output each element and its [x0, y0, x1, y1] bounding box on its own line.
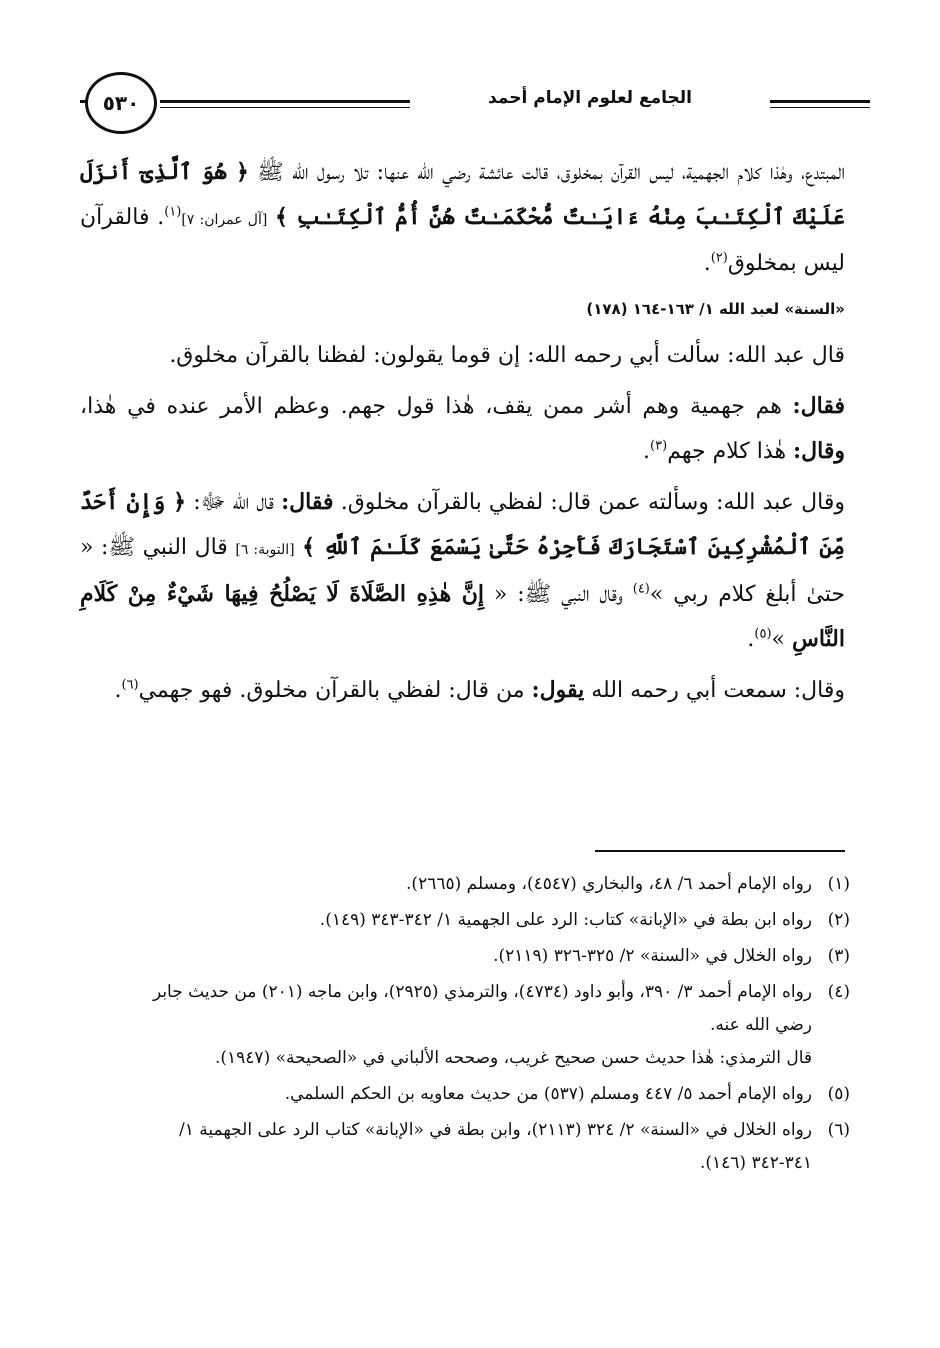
footnote-item [120, 868, 850, 901]
footnote-number: (٦) [827, 1120, 850, 1140]
bold-label: فقال: [792, 393, 845, 419]
footnote-marker: (٤) [632, 581, 650, 597]
text: هم جهمية وهم أشر ممن يقف، هٰذا قول جهم. وعظم الأمر عنده في هٰذا، [80, 394, 793, 419]
paragraph-5: وقال: سمعت أبي رحمه الله يقول: من قال: لفظي بالقرآن مخلوق. فهو جهمي$^{(٦)}$. [114, 677, 845, 703]
footnote-marker: (٢) [710, 250, 728, 266]
footnote-text-extra: قال الترمذي: هٰذا حديث حسن صحيح غريب، وصححه الألباني في «الصحيحة» (١٩٤٧). [214, 1048, 812, 1068]
text: . فالقرآن ليس بمخلوق [80, 205, 845, 276]
text: قال الله ﷻ: [186, 490, 282, 515]
quran-verse: ﴿ هُوَ ٱلَّذِىٓ أَنزَلَ عَلَيْكَ ٱلْكِتَـٰبَ مِنْهُ ءَايَـٰتٌ مُّحْكَمَـٰتٌ هُنَّ أُمُّ ٱلْكِتَـٰبِ ﴾ [80, 159, 845, 230]
text: من قال: لفظي بالقرآن مخلوق. فهو جهمي [138, 678, 532, 703]
paragraph-1: المبتدع، وهٰذا كلام الجهمية، ليس القرآن بمخلوق، قالت عائشة رضي الله عنها: تلا رسول الله ﷺ ﴿ هُوَ ٱلَّذِىٓ أَنزَلَ عَلَيْكَ ٱلْكِتَـٰبَ مِنْهُ ءَايَـٰتٌ مُّحْكَمَـٰتٌ هُنَّ أُمُّ ٱلْكِتَـٰبِ ﴾ [آل عمران: ٧]$^{(١)}$. فالقرآن ليس بمخلوق$^{(٢)}$. [80, 159, 845, 276]
paragraph-2 [80, 334, 845, 378]
footnote-number: (٤) [827, 982, 850, 1002]
text: » [771, 627, 792, 652]
section-title: «السنة» لعبد الله ١/ ١٦٣-١٦٤ (١٧٨) [586, 300, 845, 318]
footnote-number: (٥) [827, 1084, 850, 1104]
footnote-number: (٢) [827, 910, 850, 930]
footnote-number: (١) [827, 874, 850, 894]
bold-label: يقول: [531, 677, 585, 703]
footnote-text: رواه الإمام أحمد ٦/ ٤٨، والبخاري (٤٥٤٧)، ومسلم (٢٦٦٥). [406, 874, 812, 894]
paragraph-4: وقال عبد الله: وسألته عمن قال: لفظي بالقرآن مخلوق. فقال: قال الله ﷻ: ﴿ وَإِنْ أَحَدٌ مِّنَ ٱلْمُشْرِكِينَ ٱسْتَجَارَكَ فَأَجِرْهُ حَتَّىٰ يَسْمَعَ كَلَـٰمَ ٱللَّهِ ﴾ [التوبة: ٦] قال النبي ﷺ: « حتىٰ أبلغ كلام ربي »$^{(٤)}$ وقال النبي ﷺ: « إِنَّ هٰذِهِ الصَّلَاةَ لَا يَصْلُحُ فِيهَا شَيْءٌ مِنْ كَلَامِ النَّاسِ »$^{(٥)}$. [80, 489, 845, 652]
footnote-number: (٣) [827, 946, 850, 966]
footnote-item [120, 1078, 850, 1111]
footnote-marker: (٥) [754, 626, 772, 642]
footnote-item [120, 1114, 850, 1180]
verse-reference: [آل عمران: ٧] [181, 212, 268, 228]
text: المبتدع، وهٰذا كلام الجهمية، ليس القرآن بمخلوق، قالت عائشة رضي الله عنها: تلا رسول الله ﷺ [257, 160, 845, 185]
footnote-separator [595, 850, 845, 852]
page-number: ٥٣٠ [85, 72, 157, 134]
footnote-body [120, 976, 812, 1075]
footnote-text: رواه الإمام أحمد ٣/ ٣٩٠، وأبو داود (٤٧٣٤)، والترمذي (٢٩٢٥)، وابن ماجه (٢٠١) من حديث جابر رضي الله عنه. [152, 982, 812, 1035]
bold-label: فقال: [281, 489, 334, 515]
bold-label: وقال: [793, 438, 845, 464]
footnote-marker: (٣) [650, 438, 668, 454]
text: قال عبد الله: سألت أبي رحمه الله: إن قوما يقولون: لفظنا بالقرآن مخلوق. [169, 343, 845, 368]
footnote-text: رواه الخلال في «السنة» ٢/ ٣٢٥-٣٢٦ (٢١١٩). [493, 946, 812, 966]
footnote-text: رواه الخلال في «السنة» ٢/ ٣٢٤ (٢١١٣)، وابن بطة في «الإبانة» كتاب الرد على الجهمية ١/ ٣٤١-٣٤٢ (١٤٦). [178, 1120, 812, 1173]
quran-verse: ﴿ وَإِنْ أَحَدٌ مِّنَ ٱلْمُشْرِكِينَ ٱسْتَجَارَكَ فَأَجِرْهُ حَتَّىٰ يَسْمَعَ كَلَـٰمَ ٱللَّهِ ﴾ [80, 489, 845, 560]
footnotes [120, 868, 850, 1183]
paragraph-3: فقال: هم جهمية وهم أشر ممن يقف، هٰذا قول جهم. وعظم الأمر عنده في هٰذا، وقال: هٰذا كلام جهم$^{(٣)}$. [80, 393, 845, 464]
footnote-marker: (١) [164, 204, 182, 220]
footnote-item [120, 904, 850, 937]
hadith-text: إِنَّ هٰذِهِ الصَّلَاةَ لَا يَصْلُحُ فِيهَا شَيْءٌ مِنْ كَلَامِ النَّاسِ [80, 581, 845, 652]
text: هٰذا كلام جهم [667, 439, 794, 464]
footnote-text: رواه ابن بطة في «الإبانة» كتاب: الرد على الجهمية ١/ ٣٤٢-٣٤٣ (١٤٩). [319, 910, 812, 930]
text: وقال عبد الله: وسألته عمن قال: لفظي بالقرآن مخلوق. [333, 490, 845, 515]
main-text [80, 150, 845, 719]
text: قال النبي ﷺ: « حتىٰ أبلغ كلام ربي » [80, 535, 845, 607]
running-title: الجامع لعلوم الإمام أحمد [410, 88, 770, 108]
page-header [80, 60, 870, 150]
footnote-text: رواه الإمام أحمد ٥/ ٤٤٧ ومسلم (٥٣٧) من حديث معاويه بن الحكم السلمي. [284, 1084, 812, 1104]
text: وقال: سمعت أبي رحمه الله [584, 678, 845, 703]
footnote-marker: (٦) [121, 677, 139, 693]
text: وقال النبي ﷺ: « [484, 582, 633, 607]
footnote-item [120, 940, 850, 973]
verse-reference: [التوبة: ٦] [235, 542, 295, 558]
footnote-item [120, 976, 850, 1075]
